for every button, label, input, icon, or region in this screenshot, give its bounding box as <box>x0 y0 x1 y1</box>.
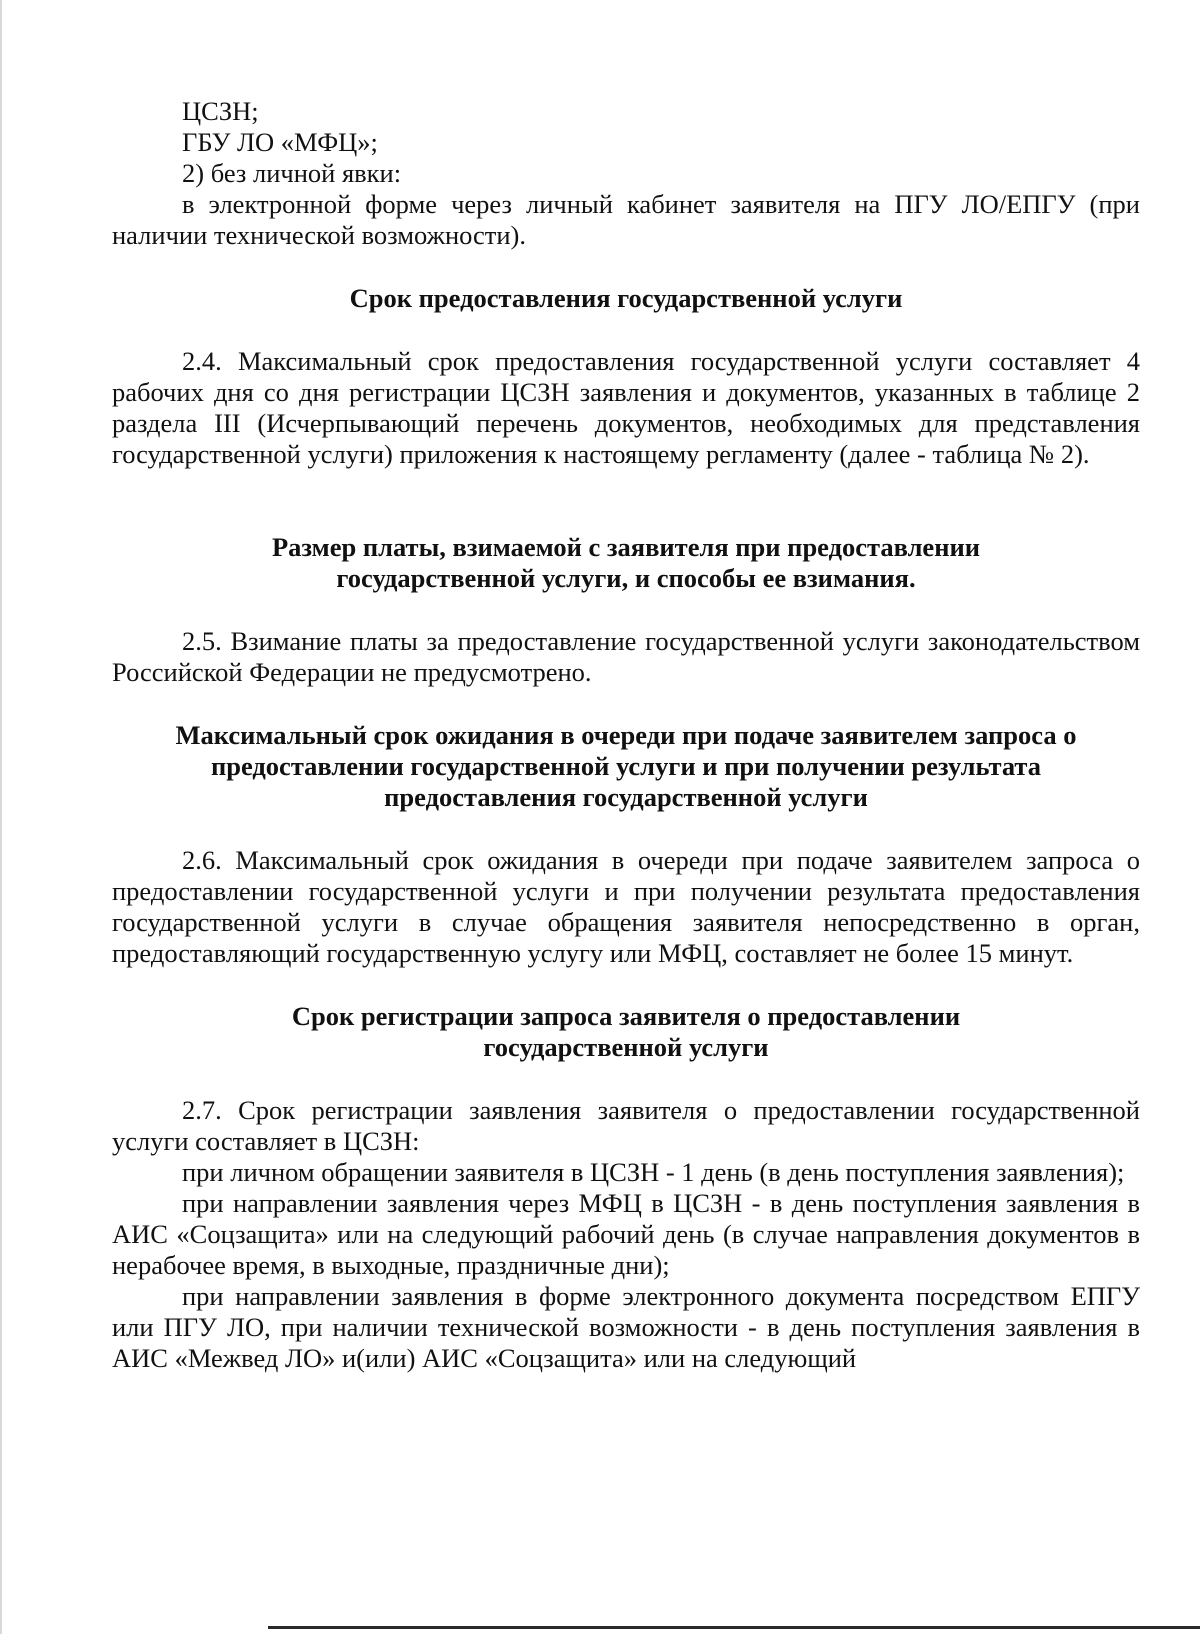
paragraph-electronic-form: в электронной форме через личный кабинет заявителя на ПГУ ЛО/ЕПГУ (при наличии технической возможности). <box>112 189 1140 250</box>
document-page <box>112 96 1140 1374</box>
paragraph-via-mfc: при направлении заявления через МФЦ в ЦСЗН - в день поступления заявления в АИС «Соцзащита» или на следующий рабочий день (в случае направления документов в нерабочее время, в выходные, праздничные дни); <box>112 1188 1140 1280</box>
text-line-no-visit: 2) без личной явки: <box>182 158 402 188</box>
paragraph-2-4: 2.4. Максимальный срок предоставления государственной услуги составляет 4 рабочих дня со дня регистрации ЦСЗН заявления и документов, указанных в таблице 2 раздела III (Исчерпывающий перечень документов, необходимых для представления государственной услуги) приложения к настоящему регламенту (далее - таблица № 2). <box>112 346 1140 469</box>
paragraph-2-7: 2.7. Срок регистрации заявления заявителя о предоставлении государственной услуги составляет в ЦСЗН: <box>112 1095 1140 1156</box>
heading-service-term: Срок предоставления государственной услуги <box>349 283 903 313</box>
heading-queue-line-3: предоставления государственной услуги <box>384 782 868 812</box>
paragraph-2-5: 2.5. Взимание платы за предоставление государственной услуги законодательством Российской Федерации не предусмотрено. <box>112 626 1140 687</box>
scan-edge-line <box>0 0 2 1634</box>
heading-queue-line-1: Максимальный срок ожидания в очереди при подаче заявителем запроса о <box>175 720 1077 750</box>
scan-bottom-line <box>268 1626 1200 1629</box>
heading-fee-line-2: государственной услуги, и способы ее взимания. <box>336 563 916 593</box>
heading-registration-line-2: государственной услуги <box>483 1032 769 1062</box>
text-line-mfc: ГБУ ЛО «МФЦ»; <box>182 127 378 157</box>
paragraph-personal-visit: при личном обращении заявителя в ЦСЗН - 1 день (в день поступления заявления); <box>182 1157 1125 1187</box>
text-line-cszn: ЦСЗН; <box>182 96 259 126</box>
paragraph-via-epgu: при направлении заявления в форме электронного документа посредством ЕПГУ или ПГУ ЛО, при наличии технической возможности - в день поступления заявления в АИС «Межвед ЛО» и(или) АИС «Соцзащита» или на следующий <box>112 1281 1140 1373</box>
heading-fee-line-1: Размер платы, взимаемой с заявителя при предоставлении <box>271 532 981 562</box>
heading-queue-line-2: предоставлении государственной услуги и при получении результата <box>210 751 1041 781</box>
paragraph-2-6: 2.6. Максимальный срок ожидания в очереди при подаче заявителем запроса о предоставлении государственной услуги и при получении результата предоставления государственной услуги в случае обращения заявителя непосредственно в орган, предоставляющий государственную услугу или МФЦ, составляет не более 15 минут. <box>112 845 1140 968</box>
heading-registration-line-1: Срок регистрации запроса заявителя о предоставлении <box>291 1001 961 1031</box>
